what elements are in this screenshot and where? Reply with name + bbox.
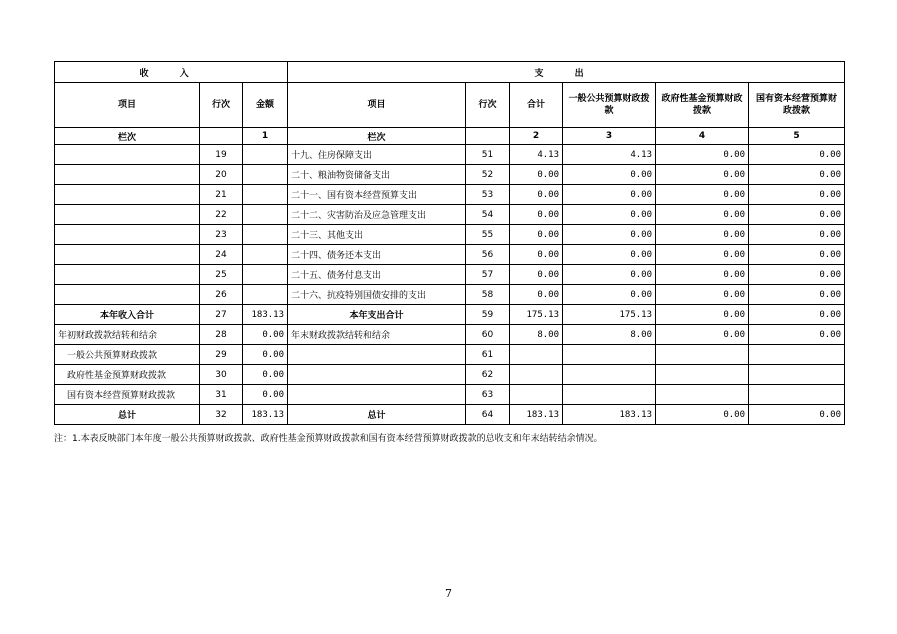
general-budget-cell: 0.00: [563, 205, 656, 225]
expense-item-cell: [288, 365, 466, 385]
general-budget-cell: 0.00: [563, 165, 656, 185]
lanci-fund-no: 4: [656, 128, 749, 145]
lanci-label-expense: 栏次: [288, 128, 466, 145]
expense-total-cell: 175.13: [510, 305, 563, 325]
lanci-general-no: 3: [563, 128, 656, 145]
state-capital-cell: 0.00: [749, 325, 845, 345]
expense-line-cell: 62: [466, 365, 510, 385]
lanci-total-no: 2: [510, 128, 563, 145]
table-row: [55, 265, 845, 285]
income-line-cell: 31: [200, 385, 243, 405]
expense-total-cell: [510, 345, 563, 365]
expense-line-cell: 63: [466, 385, 510, 405]
col-state-capital-budget: 国有资本经营预算财政拨款: [749, 83, 845, 128]
income-section-header: 收 入: [55, 62, 288, 83]
expense-item-cell: 二十六、抗疫特别国债安排的支出: [288, 285, 466, 305]
income-item-cell: 国有资本经营预算财政拨款: [55, 385, 200, 405]
table-row: [55, 205, 845, 225]
table-row: [55, 185, 845, 205]
income-item-cell: [55, 225, 200, 245]
col-line-expense: 行次: [466, 83, 510, 128]
state-capital-cell: 0.00: [749, 405, 845, 425]
fund-budget-cell: 0.00: [656, 265, 749, 285]
expense-line-cell: 61: [466, 345, 510, 365]
income-amount-cell: 0.00: [243, 385, 288, 405]
income-item-cell: [55, 245, 200, 265]
income-line-cell: 30: [200, 365, 243, 385]
table-row: [55, 225, 845, 245]
fund-budget-cell: [656, 385, 749, 405]
income-amount-cell: [243, 145, 288, 165]
budget-table: [54, 61, 845, 425]
general-budget-cell: 0.00: [563, 245, 656, 265]
expense-total-cell: 0.00: [510, 205, 563, 225]
expense-item-cell: 二十一、国有资本经营预算支出: [288, 185, 466, 205]
income-amount-cell: [243, 265, 288, 285]
income-line-cell: 28: [200, 325, 243, 345]
page-number: 7: [445, 587, 452, 600]
general-budget-cell: 0.00: [563, 285, 656, 305]
expense-line-cell: 52: [466, 165, 510, 185]
table-row: [55, 245, 845, 265]
state-capital-cell: 0.00: [749, 245, 845, 265]
expense-line-cell: 53: [466, 185, 510, 205]
expense-total-cell: 183.13: [510, 405, 563, 425]
table-row: [55, 165, 845, 185]
lanci-label-income: 栏次: [55, 128, 200, 145]
column-number-row: [55, 128, 845, 145]
income-item-cell: [55, 185, 200, 205]
col-fund-budget: 政府性基金预算财政拨款: [656, 83, 749, 128]
table-row: [55, 405, 845, 425]
fund-budget-cell: 0.00: [656, 405, 749, 425]
income-line-cell: 29: [200, 345, 243, 365]
income-amount-cell: [243, 225, 288, 245]
income-line-cell: 21: [200, 185, 243, 205]
column-header-row: [55, 83, 845, 128]
expense-total-cell: 8.00: [510, 325, 563, 345]
fund-budget-cell: 0.00: [656, 225, 749, 245]
income-line-cell: 22: [200, 205, 243, 225]
expense-line-cell: 57: [466, 265, 510, 285]
income-line-cell: 19: [200, 145, 243, 165]
expense-total-cell: [510, 385, 563, 405]
income-line-cell: 27: [200, 305, 243, 325]
expense-item-cell: 二十三、其他支出: [288, 225, 466, 245]
expense-item-cell: 二十、粮油物资储备支出: [288, 165, 466, 185]
general-budget-cell: [563, 345, 656, 365]
expense-line-cell: 56: [466, 245, 510, 265]
income-line-cell: 24: [200, 245, 243, 265]
fund-budget-cell: 0.00: [656, 245, 749, 265]
income-item-cell: [55, 145, 200, 165]
expense-item-cell: 十九、住房保障支出: [288, 145, 466, 165]
income-amount-cell: 0.00: [243, 325, 288, 345]
expense-total-cell: 0.00: [510, 165, 563, 185]
state-capital-cell: 0.00: [749, 305, 845, 325]
income-amount-cell: [243, 245, 288, 265]
lanci-amount-no: 1: [243, 128, 288, 145]
expense-line-cell: 60: [466, 325, 510, 345]
income-amount-cell: [243, 165, 288, 185]
expense-item-cell: 二十二、灾害防治及应急管理支出: [288, 205, 466, 225]
general-budget-cell: 4.13: [563, 145, 656, 165]
expense-line-cell: 59: [466, 305, 510, 325]
expense-section-header: 支 出: [288, 62, 845, 83]
general-budget-cell: 175.13: [563, 305, 656, 325]
income-line-cell: 20: [200, 165, 243, 185]
income-line-cell: 32: [200, 405, 243, 425]
col-amount: 金额: [243, 83, 288, 128]
income-amount-cell: 183.13: [243, 305, 288, 325]
col-item-income: 项目: [55, 83, 200, 128]
table-row: [55, 305, 845, 325]
income-item-cell: [55, 265, 200, 285]
expense-line-cell: 64: [466, 405, 510, 425]
table-row: [55, 285, 845, 305]
col-general-budget: 一般公共预算财政拨款: [563, 83, 656, 128]
general-budget-cell: 8.00: [563, 325, 656, 345]
income-amount-cell: 0.00: [243, 365, 288, 385]
income-amount-cell: [243, 285, 288, 305]
income-line-cell: 26: [200, 285, 243, 305]
expense-total-cell: 0.00: [510, 265, 563, 285]
col-total: 合计: [510, 83, 563, 128]
table-row: [55, 385, 845, 405]
fund-budget-cell: 0.00: [656, 325, 749, 345]
income-line-cell: 23: [200, 225, 243, 245]
state-capital-cell: 0.00: [749, 205, 845, 225]
col-item-expense: 项目: [288, 83, 466, 128]
income-item-cell: 年初财政拨款结转和结余: [55, 325, 200, 345]
income-item-cell: 本年收入合计: [55, 305, 200, 325]
section-header-row: [55, 62, 845, 83]
state-capital-cell: 0.00: [749, 185, 845, 205]
income-amount-cell: [243, 185, 288, 205]
income-amount-cell: 183.13: [243, 405, 288, 425]
fund-budget-cell: 0.00: [656, 185, 749, 205]
expense-item-cell: 二十五、债务付息支出: [288, 265, 466, 285]
expense-total-cell: [510, 365, 563, 385]
expense-line-cell: 54: [466, 205, 510, 225]
lanci-state-no: 5: [749, 128, 845, 145]
income-item-cell: 政府性基金预算财政拨款: [55, 365, 200, 385]
table-row: [55, 145, 845, 165]
state-capital-cell: 0.00: [749, 285, 845, 305]
expense-total-cell: 0.00: [510, 285, 563, 305]
col-line-income: 行次: [200, 83, 243, 128]
expense-line-cell: 58: [466, 285, 510, 305]
fund-budget-cell: 0.00: [656, 165, 749, 185]
income-item-cell: 总计: [55, 405, 200, 425]
expense-item-cell: [288, 345, 466, 365]
general-budget-cell: 0.00: [563, 265, 656, 285]
fund-budget-cell: [656, 365, 749, 385]
lanci-empty: [200, 128, 243, 145]
table-row: [55, 365, 845, 385]
expense-total-cell: 0.00: [510, 245, 563, 265]
table-row: [55, 345, 845, 365]
fund-budget-cell: 0.00: [656, 205, 749, 225]
expense-line-cell: 51: [466, 145, 510, 165]
expense-item-cell: 二十四、债务还本支出: [288, 245, 466, 265]
income-item-cell: [55, 165, 200, 185]
income-item-cell: 一般公共预算财政拨款: [55, 345, 200, 365]
expense-item-cell: [288, 385, 466, 405]
general-budget-cell: [563, 365, 656, 385]
expense-item-cell: 年末财政拨款结转和结余: [288, 325, 466, 345]
lanci-empty-2: [466, 128, 510, 145]
fund-budget-cell: 0.00: [656, 305, 749, 325]
fund-budget-cell: 0.00: [656, 285, 749, 305]
state-capital-cell: 0.00: [749, 225, 845, 245]
income-line-cell: 25: [200, 265, 243, 285]
fund-budget-cell: 0.00: [656, 145, 749, 165]
general-budget-cell: 0.00: [563, 185, 656, 205]
income-item-cell: [55, 285, 200, 305]
table-row: [55, 325, 845, 345]
income-item-cell: [55, 205, 200, 225]
expense-total-cell: 4.13: [510, 145, 563, 165]
table-footnote: 注：1.本表反映部门本年度一般公共预算财政拨款、政府性基金预算财政拨款和国有资本经营预算财政拨款的总收支和年末结转结余情况。: [54, 434, 603, 444]
income-amount-cell: [243, 205, 288, 225]
general-budget-cell: [563, 385, 656, 405]
state-capital-cell: [749, 365, 845, 385]
state-capital-cell: 0.00: [749, 165, 845, 185]
state-capital-cell: 0.00: [749, 145, 845, 165]
expense-item-cell: 总计: [288, 405, 466, 425]
general-budget-cell: 0.00: [563, 225, 656, 245]
state-capital-cell: [749, 345, 845, 365]
expense-total-cell: 0.00: [510, 185, 563, 205]
state-capital-cell: [749, 385, 845, 405]
general-budget-cell: 183.13: [563, 405, 656, 425]
income-amount-cell: 0.00: [243, 345, 288, 365]
expense-item-cell: 本年支出合计: [288, 305, 466, 325]
expense-total-cell: 0.00: [510, 225, 563, 245]
state-capital-cell: 0.00: [749, 265, 845, 285]
fund-budget-cell: [656, 345, 749, 365]
expense-line-cell: 55: [466, 225, 510, 245]
